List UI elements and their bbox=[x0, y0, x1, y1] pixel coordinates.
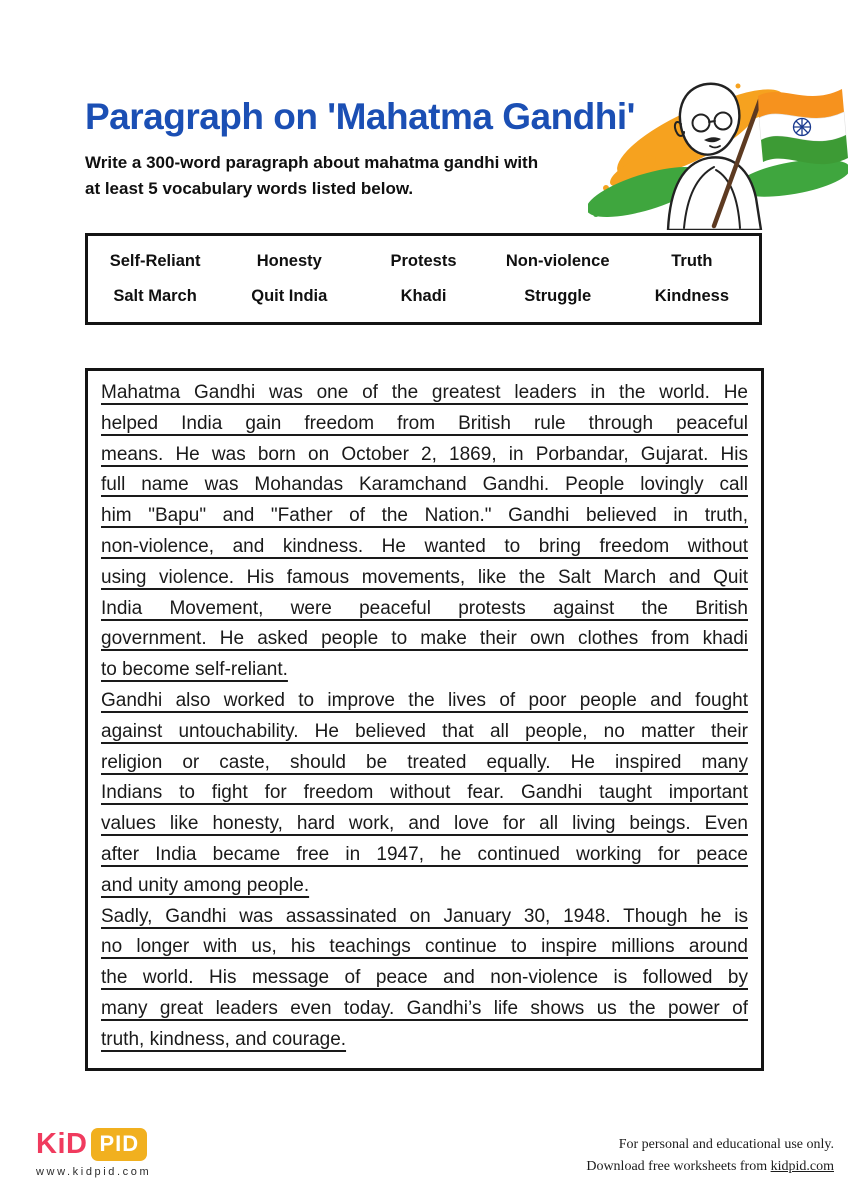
paragraph-line: means. He was born on October 2, 1869, in Porbandar, Gujarat. His bbox=[101, 443, 748, 465]
logo-kid-text: KiD bbox=[36, 1128, 88, 1160]
vocabulary-word: Kindness bbox=[654, 287, 730, 305]
usage-note-line-1: For personal and educational use only. bbox=[618, 1137, 834, 1152]
paragraph-line: helped India gain freedom from British rule through peaceful bbox=[101, 412, 748, 434]
vocabulary-word: Salt March bbox=[113, 287, 197, 305]
vocabulary-word: Struggle bbox=[524, 287, 592, 305]
worksheet-instructions bbox=[85, 150, 538, 202]
paragraph-line: full name was Mohandas Karamchand Gandhi. People lovingly call bbox=[101, 474, 748, 496]
paragraph-line: non-violence, and kindness. He wanted to bring freedom without bbox=[101, 535, 748, 557]
kidpid-logo bbox=[36, 1128, 151, 1178]
usage-note bbox=[586, 1134, 834, 1178]
logo-website-text: www.kidpid.com bbox=[36, 1166, 152, 1178]
indian-flag bbox=[758, 89, 848, 164]
paragraph-line: values like honesty, hard work, and love for all living beings. Even bbox=[101, 813, 748, 835]
gandhi-flag-illustration bbox=[588, 66, 848, 230]
paragraph-line: India Movement, were peaceful protests against the British bbox=[101, 597, 748, 619]
logo-pid-badge: PID bbox=[91, 1128, 147, 1161]
paragraph-line: Gandhi also worked to improve the lives of poor people and fought bbox=[101, 689, 748, 711]
paragraph-line: truth, kindness, and courage. bbox=[101, 1028, 347, 1050]
vocabulary-word: Truth bbox=[671, 252, 713, 270]
paragraph-line: using violence. His famous movements, like the Salt March and Quit bbox=[101, 566, 748, 588]
kidpid-link[interactable]: kidpid.com bbox=[770, 1159, 834, 1174]
paragraph-line: the world. His message of peace and non-violence is followed by bbox=[101, 967, 748, 989]
paragraph-line: and unity among people. bbox=[101, 874, 310, 896]
paragraph-line: Sadly, Gandhi was assassinated on January 30, 1948. Though he is bbox=[101, 905, 748, 927]
ashoka-chakra bbox=[794, 119, 811, 136]
paragraph-line: against untouchability. He believed that all people, no matter their bbox=[101, 720, 748, 742]
paragraph-line: many great leaders even today. Gandhi’s life shows us the power of bbox=[101, 997, 748, 1019]
paragraph-line: to become self-reliant. bbox=[101, 659, 288, 681]
paragraph-line: Indians to fight for freedom without fear. Gandhi taught important bbox=[101, 782, 748, 804]
vocabulary-grid bbox=[85, 233, 762, 325]
instructions-line-1: Write a 300-word paragraph about mahatma gandhi with bbox=[85, 153, 539, 172]
paragraph-lines bbox=[85, 368, 764, 1071]
usage-note-line-2-prefix: Download free worksheets from bbox=[586, 1159, 771, 1174]
paragraph-line: him "Bapu" and "Father of the Nation." Gandhi believed in truth, bbox=[101, 505, 748, 527]
vocabulary-word: Khadi bbox=[400, 287, 447, 305]
paragraph-line: after India became free in 1947, he continued working for peace bbox=[101, 843, 748, 865]
vocabulary-word: Quit India bbox=[251, 287, 328, 305]
gandhi-flag-svg bbox=[588, 66, 848, 230]
usage-note-line-2 bbox=[586, 1156, 834, 1178]
paragraph-line: no longer with us, his teachings continue to inspire millions around bbox=[101, 936, 748, 958]
vocabulary-word: Honesty bbox=[256, 252, 322, 270]
paragraph-line: government. He asked people to make their own clothes from khadi bbox=[101, 628, 748, 650]
vocabulary-word: Self-Reliant bbox=[109, 252, 201, 270]
page-title: Paragraph on 'Mahatma Gandhi' bbox=[85, 96, 635, 137]
vocabulary-word: Non-violence bbox=[505, 252, 610, 270]
paragraph-line: religion or caste, should be treated equally. He inspired many bbox=[101, 751, 748, 773]
paragraph-line: Mahatma Gandhi was one of the greatest leaders in the world. He bbox=[101, 382, 748, 403]
vocabulary-word: Protests bbox=[390, 252, 457, 270]
instructions-line-2: at least 5 vocabulary words listed below. bbox=[85, 179, 414, 198]
